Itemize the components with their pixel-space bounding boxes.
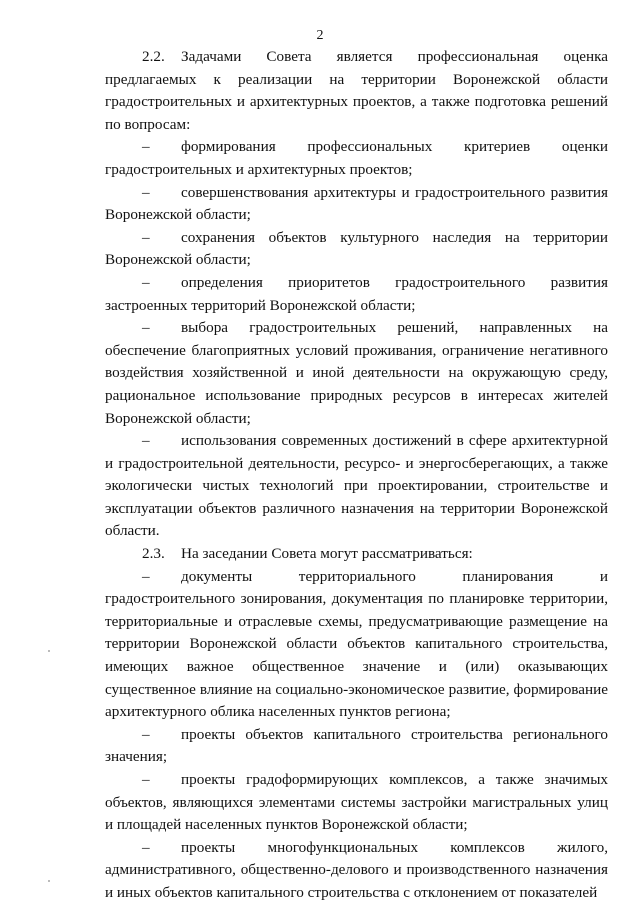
list-item — [105, 769, 608, 837]
list-item — [105, 272, 608, 317]
list-item — [105, 227, 608, 272]
clause-number: 2.3. — [142, 545, 165, 563]
document-body — [105, 46, 608, 905]
list-item-text: документы территориального планирования и градостроительного зонирования, документация по планировке территории, территориальные и отраслевые схемы, предусматривающие размещение на территории Воронежской области объектов капитального строительства, имеющих важное общественное значение и (или) оказывающих существенное влияние на социально-экономическое развитие, формирование архитектурного облика населенных пунктов региона; — [105, 567, 608, 721]
list-item — [105, 317, 608, 430]
scan-speck — [48, 880, 50, 882]
dash-marker: – — [142, 432, 150, 450]
clause-number: 2.2. — [142, 48, 165, 65]
list-item-text: формирования профессиональных критериев оценки градостроительных и архитектурных проектов; — [105, 138, 608, 178]
dash-marker: – — [142, 567, 150, 585]
list-item-text: проекты градоформирующих комплексов, а также значимых объектов, являющихся элементами системы застройки магистральных улиц и площадей населенных пунктов Воронежской области; — [105, 771, 608, 834]
dash-marker: – — [142, 183, 150, 201]
list-item — [105, 136, 608, 181]
dash-marker: – — [142, 838, 150, 856]
paragraph-2-3 — [105, 543, 608, 566]
dash-marker: – — [142, 725, 150, 743]
list-item-text: определения приоритетов градостроительного развития застроенных территорий Воронежской области; — [105, 273, 608, 314]
list-item-text: сохранения объектов культурного наследия на территории Воронежской области; — [105, 228, 608, 269]
list-item — [105, 837, 608, 905]
dash-marker: – — [142, 138, 150, 156]
dash-marker: – — [142, 273, 150, 291]
list-item-text: выбора градостроительных решений, направленных на обеспечение благоприятных условий проживания, ограничение негативного воздействия хозяйственной и иной деятельности на окружающую среду, рациональное использование природных ресурсов в интересах жителей Воронежской области; — [105, 319, 608, 427]
list-item-text: проекты многофункциональных комплексов жилого, административного, общественно-делового и производственного назначения и иных объектов капитального строительства с отклонением от показателей — [105, 838, 608, 901]
dash-marker: – — [142, 319, 150, 337]
dash-marker: – — [142, 228, 150, 246]
list-item — [105, 724, 608, 769]
page-number: 2 — [316, 28, 324, 43]
list-item — [105, 566, 608, 724]
list-item-text: использования современных достижений в сфере архитектурной и градостроительной деятельности, ресурсо- и энергосберегающих, а также экологически чистых технологий при проектировании, строительстве и эксплуатации объектов различного назначения на территории Воронежской области. — [105, 432, 608, 540]
list-item-text: совершенствования архитектуры и градостроительного развития Воронежской области; — [105, 183, 608, 224]
list-item — [105, 182, 608, 227]
scan-speck — [48, 650, 50, 652]
paragraph-2-2 — [105, 46, 608, 136]
paragraph-text: На заседании Совета могут рассматриваться: — [181, 545, 473, 563]
dash-marker: – — [142, 771, 150, 788]
list-item-text: проекты объектов капитального строительства регионального значения; — [105, 725, 608, 766]
list-item — [105, 430, 608, 543]
paragraph-text: Задачами Совета является профессиональная оценка предлагаемых к реализации на территории Воронежской области градостроительных и архитектурных проектов, а также подготовка решений по вопросам: — [105, 48, 608, 133]
